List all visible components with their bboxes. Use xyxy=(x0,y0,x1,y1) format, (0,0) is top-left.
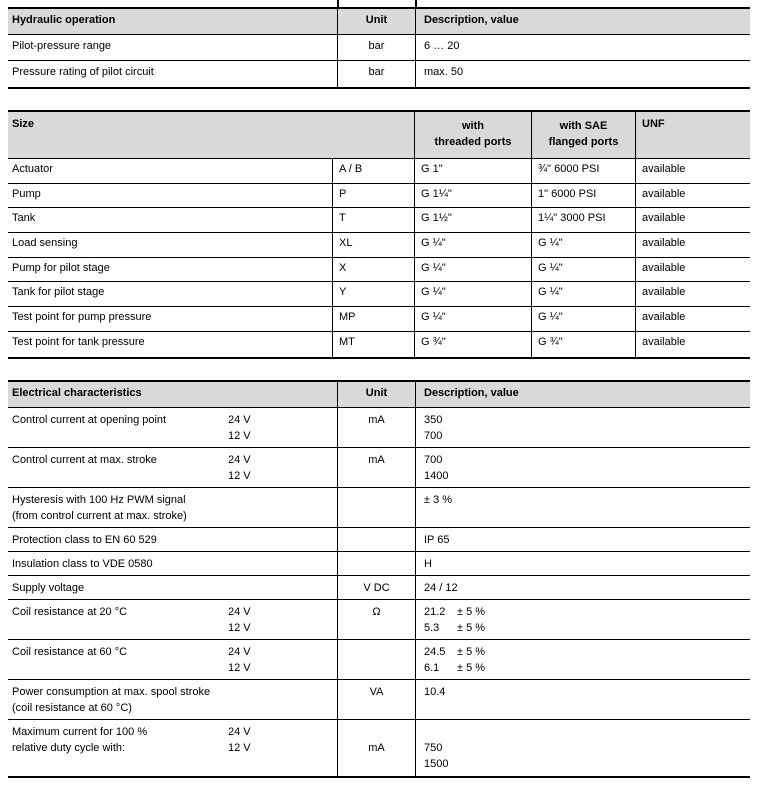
unit-line xyxy=(338,724,415,740)
value-line: IP 65 xyxy=(424,534,450,546)
voltage-label: 12 V xyxy=(228,662,251,674)
cell-sae: G ¼" xyxy=(531,233,635,257)
cell-port-code: X xyxy=(332,258,414,282)
cell-port-name: Tank xyxy=(12,212,36,225)
cell-value xyxy=(415,640,750,679)
table-row xyxy=(8,35,750,61)
table-header-row xyxy=(8,112,750,159)
parameter-line: relative duty cycle with: xyxy=(12,742,126,754)
cell-threaded: G ¼" xyxy=(414,307,531,331)
cell-unf: available xyxy=(635,332,750,357)
cell-sae: G ¼" xyxy=(531,282,635,306)
cell-unf: available xyxy=(635,208,750,232)
value-tolerance: ± 5 % xyxy=(457,606,486,618)
value-line: H xyxy=(424,558,432,570)
cell-value xyxy=(415,408,750,447)
header-size: Size xyxy=(12,118,35,130)
cell-parameter xyxy=(8,448,337,487)
voltage-labels xyxy=(228,724,251,756)
cell-port-name: Tank for pilot stage xyxy=(12,286,105,299)
cell-port-name: Test point for pump pressure xyxy=(12,311,152,324)
value-line xyxy=(424,644,750,660)
cell-value: 6 … 20 xyxy=(415,35,750,60)
cell-parameter xyxy=(8,528,337,551)
cell-unit xyxy=(337,488,415,527)
cell-threaded: G 1" xyxy=(414,159,531,183)
cell-value xyxy=(415,720,750,776)
cell-port-name: Pump xyxy=(12,187,41,200)
value-line xyxy=(424,724,750,740)
parameter-line: Coil resistance at 20 °C xyxy=(12,606,128,618)
parameter-line: (from control current at max. stroke) xyxy=(12,510,187,522)
cell-unf: available xyxy=(635,233,750,257)
hydraulic-operation-table xyxy=(8,7,750,89)
voltage-labels xyxy=(228,604,251,636)
unit-line: VA xyxy=(369,686,384,698)
value-number: 6.1 xyxy=(424,662,440,674)
parameter-line: Control current at opening point xyxy=(12,414,167,426)
cell-unit xyxy=(337,448,415,487)
table-row xyxy=(8,307,750,332)
cell-unit: bar xyxy=(337,61,415,87)
value-line: 10.4 xyxy=(424,686,446,698)
cell-port-code: MT xyxy=(332,332,414,357)
voltage-label: 12 V xyxy=(228,430,251,442)
voltage-label: 24 V xyxy=(228,454,251,466)
value-line: 24 / 12 xyxy=(424,582,458,594)
cell-value xyxy=(415,528,750,551)
cell-threaded: G ¼" xyxy=(414,258,531,282)
cell-sae: G ¼" xyxy=(531,307,635,331)
table-header-row xyxy=(8,9,750,35)
cell-threaded: G ¼" xyxy=(414,233,531,257)
value-number: 5.3 xyxy=(424,622,440,634)
cell-sae: G ¾" xyxy=(531,332,635,357)
cell-unf: available xyxy=(635,184,750,208)
header-ports: with threaded ports xyxy=(414,112,531,158)
cell-unit xyxy=(337,528,415,551)
voltage-label: 12 V xyxy=(228,470,251,482)
cell-unit xyxy=(337,552,415,575)
value-line xyxy=(424,604,750,620)
voltage-label: 12 V xyxy=(228,742,251,754)
cell-sae: 1¼" 3000 PSI xyxy=(531,208,635,232)
cell-port-name: Load sensing xyxy=(12,237,78,250)
value-line: 1400 xyxy=(424,470,449,482)
header-parameter: Hydraulic operation xyxy=(12,14,116,26)
table-row xyxy=(8,488,750,528)
cell-port-code: MP xyxy=(332,307,414,331)
cell-port-code: A / B xyxy=(332,159,414,183)
value-tolerance: ± 5 % xyxy=(457,646,486,658)
electrical-characteristics-table xyxy=(8,380,750,778)
cell-parameter xyxy=(8,576,337,599)
cell-unf: available xyxy=(635,159,750,183)
table-row xyxy=(8,184,750,209)
cell-threaded: G ¼" xyxy=(414,282,531,306)
cell-threaded: G 1¼" xyxy=(414,184,531,208)
parameter-line: (coil resistance at 60 °C) xyxy=(12,702,132,714)
cell-unit xyxy=(337,408,415,447)
cell-unit xyxy=(337,576,415,599)
unit-line: mA xyxy=(368,414,385,426)
voltage-label: 24 V xyxy=(228,726,251,738)
cell-unit xyxy=(337,640,415,679)
cell-unit xyxy=(337,600,415,639)
cell-value xyxy=(415,552,750,575)
header-description: Description, value xyxy=(415,9,750,34)
cell-parameter xyxy=(8,408,337,447)
parameter-line: Insulation class to VDE 0580 xyxy=(12,558,153,570)
header-unit: Unit xyxy=(337,382,415,407)
parameter-line: Hysteresis with 100 Hz PWM signal xyxy=(12,494,186,506)
value-line: 700 xyxy=(424,454,443,466)
cell-parameter xyxy=(8,680,337,719)
parameter-line: Maximum current for 100 % xyxy=(12,726,148,738)
header-unit: Unit xyxy=(337,9,415,34)
cell-unit: bar xyxy=(337,35,415,60)
header-description: Description, value xyxy=(415,382,750,407)
value-number: 24.5 xyxy=(424,646,446,658)
value-line: 350 xyxy=(424,414,443,426)
cell-value xyxy=(415,680,750,719)
cell-parameter xyxy=(8,640,337,679)
cell-threaded: G 1½" xyxy=(414,208,531,232)
size-table xyxy=(8,110,750,359)
value-tolerance: ± 5 % xyxy=(457,622,486,634)
cell-port-name: Test point for tank pressure xyxy=(12,335,145,348)
table-row xyxy=(8,282,750,307)
table-row xyxy=(8,720,750,776)
cell-parameter: Pilot-pressure range xyxy=(12,40,112,52)
parameter-line: Power consumption at max. spool stroke xyxy=(12,686,211,698)
cell-port-code: P xyxy=(332,184,414,208)
voltage-labels xyxy=(228,644,251,676)
cell-unit xyxy=(337,720,415,776)
value-line xyxy=(424,620,750,636)
cell-port-name: Pump for pilot stage xyxy=(12,261,110,274)
voltage-labels xyxy=(228,412,251,444)
cell-sae: G ¼" xyxy=(531,258,635,282)
cell-value: max. 50 xyxy=(415,61,750,87)
table-row xyxy=(8,408,750,448)
cell-value xyxy=(415,576,750,599)
table-row xyxy=(8,448,750,488)
unit-line: Ω xyxy=(372,606,381,618)
header-parameter: Electrical characteristics xyxy=(12,387,142,399)
table-row xyxy=(8,208,750,233)
table-row xyxy=(8,233,750,258)
header-unf: UNF xyxy=(635,112,750,158)
cell-parameter xyxy=(8,488,337,527)
cell-parameter xyxy=(8,552,337,575)
table-row xyxy=(8,600,750,640)
cell-port-code: Y xyxy=(332,282,414,306)
table-row xyxy=(8,576,750,600)
voltage-label: 12 V xyxy=(228,622,251,634)
table-row xyxy=(8,332,750,357)
table-row xyxy=(8,61,750,87)
cell-parameter: Pressure rating of pilot circuit xyxy=(12,66,154,78)
table-header-row xyxy=(8,382,750,408)
table-row xyxy=(8,258,750,283)
unit-line: mA xyxy=(368,454,385,466)
parameter-line: Coil resistance at 60 °C xyxy=(12,646,128,658)
voltage-label: 24 V xyxy=(228,414,251,426)
cell-value xyxy=(415,488,750,527)
parameter-line: Supply voltage xyxy=(12,582,85,594)
cell-sae: ¾" 6000 PSI xyxy=(531,159,635,183)
voltage-label: 24 V xyxy=(228,646,251,658)
cell-unit xyxy=(337,680,415,719)
table-row xyxy=(8,552,750,576)
cell-port-code: XL xyxy=(332,233,414,257)
table-row xyxy=(8,680,750,720)
cell-port-code: T xyxy=(332,208,414,232)
value-line: 700 xyxy=(424,430,443,442)
unit-line: mA xyxy=(368,742,385,754)
value-line: 1500 xyxy=(424,758,449,770)
voltage-label: 24 V xyxy=(228,606,251,618)
value-line: 750 xyxy=(424,742,443,754)
value-line: ± 3 % xyxy=(424,494,453,506)
cell-parameter xyxy=(8,720,337,776)
value-number: 21.2 xyxy=(424,606,446,618)
value-line xyxy=(424,660,750,676)
cell-unf: available xyxy=(635,282,750,306)
cell-parameter xyxy=(8,600,337,639)
cell-threaded: G ¾" xyxy=(414,332,531,357)
value-tolerance: ± 5 % xyxy=(457,662,486,674)
cell-value xyxy=(415,448,750,487)
table-row xyxy=(8,640,750,680)
cell-sae: 1" 6000 PSI xyxy=(531,184,635,208)
table-row xyxy=(8,528,750,552)
parameter-line: Control current at max. stroke xyxy=(12,454,157,466)
header-ports: with SAE flanged ports xyxy=(531,112,635,158)
unit-line: V DC xyxy=(363,582,390,594)
cell-port-name: Actuator xyxy=(12,163,53,175)
voltage-labels xyxy=(228,452,251,484)
parameter-line: Protection class to EN 60 529 xyxy=(12,534,157,546)
cell-unf: available xyxy=(635,307,750,331)
table-row xyxy=(8,159,750,184)
cell-value xyxy=(415,600,750,639)
cell-unf: available xyxy=(635,258,750,282)
